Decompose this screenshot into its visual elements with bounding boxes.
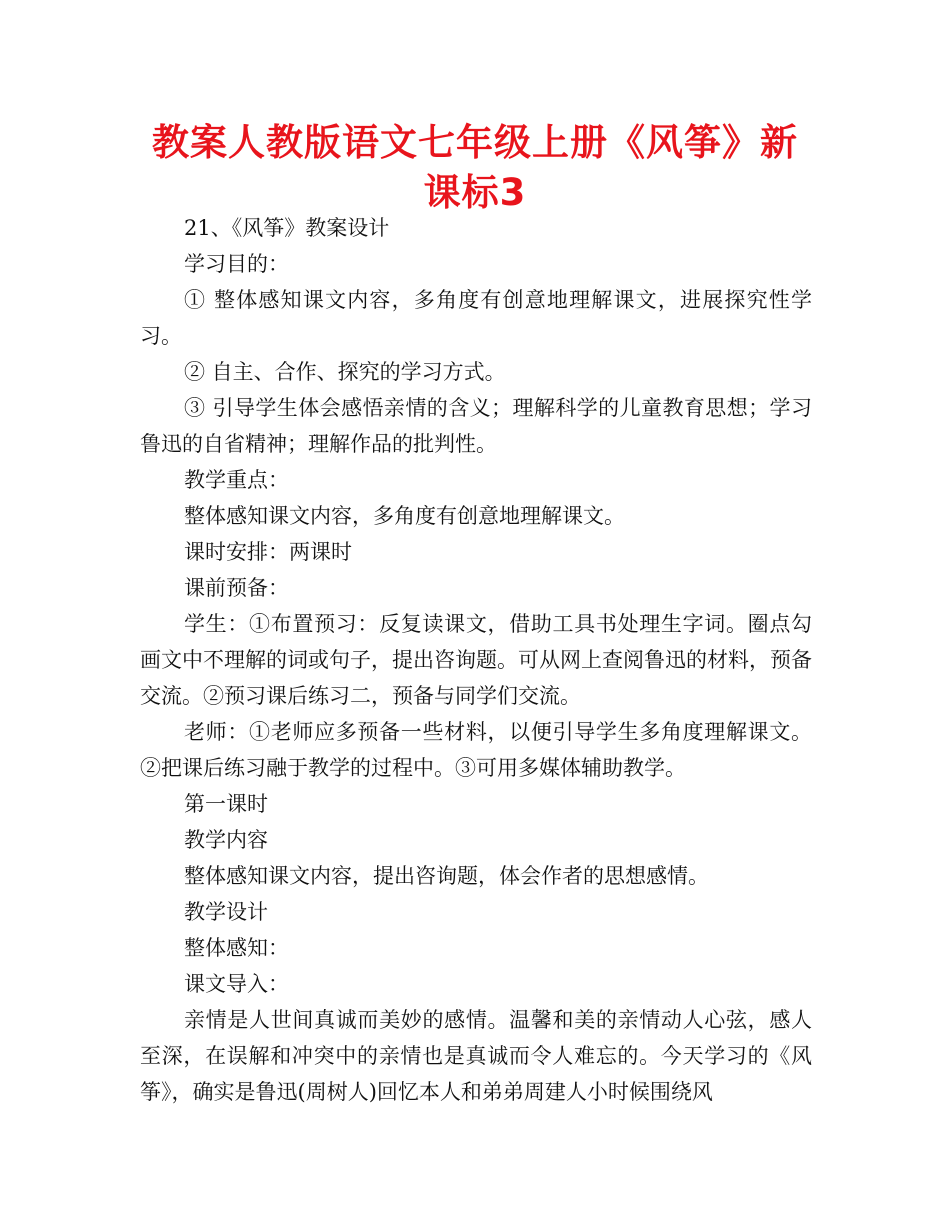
paragraph: 教学重点： bbox=[184, 468, 289, 492]
paragraph: 整体感知： bbox=[184, 936, 289, 960]
paragraph: 老师：①老师应多预备一些材料，以便引导学生多角度理解课文。②把课后练习融于教学的过程中。③可用多媒体辅助教学。 bbox=[140, 720, 812, 780]
paragraph: 第一课时 bbox=[184, 792, 268, 816]
paragraph: 整体感知课文内容，提出咨询题，体会作者的思想感情。 bbox=[184, 864, 709, 888]
paragraph: ① 整体感知课文内容，多角度有创意地理解课文，进展探究性学习。 bbox=[140, 288, 812, 348]
paragraph: 学习目的： bbox=[184, 252, 289, 276]
paragraph: ② 自主、合作、探究的学习方式。 bbox=[184, 360, 506, 384]
document-body bbox=[140, 210, 812, 1110]
paragraph: 课文导入： bbox=[184, 972, 289, 996]
paragraph: 教学设计 bbox=[184, 900, 268, 924]
paragraph: 教学内容 bbox=[184, 828, 268, 852]
paragraph: 整体感知课文内容，多角度有创意地理解课文。 bbox=[184, 504, 625, 528]
paragraph: ③ 引导学生体会感悟亲情的含义；理解科学的儿童教育思想；学习鲁迅的自省精神；理解作品的批判性。 bbox=[140, 396, 812, 456]
document-title: 教案人教版语文七年级上册《风筝》新课标3 bbox=[152, 121, 798, 214]
paragraph: 课时安排：两课时 bbox=[184, 540, 352, 564]
paragraph: 课前预备： bbox=[184, 576, 289, 600]
paragraph: 学生：①布置预习：反复读课文，借助工具书处理生字词。圈点勾画文中不理解的词或句子，提出咨询题。可从网上查阅鲁迅的材料，预备交流。②预习课后练习二，预备与同学们交流。 bbox=[140, 612, 812, 708]
paragraph: 21、《风筝》教案设计 bbox=[184, 216, 390, 240]
paragraph: 亲情是人世间真诚而美妙的感情。温馨和美的亲情动人心弦，感人至深，在误解和冲突中的亲情也是真诚而令人难忘的。今天学习的《风筝》，确实是鲁迅(周树人)回忆本人和弟弟周建人小时候围绕风 bbox=[140, 1008, 812, 1104]
